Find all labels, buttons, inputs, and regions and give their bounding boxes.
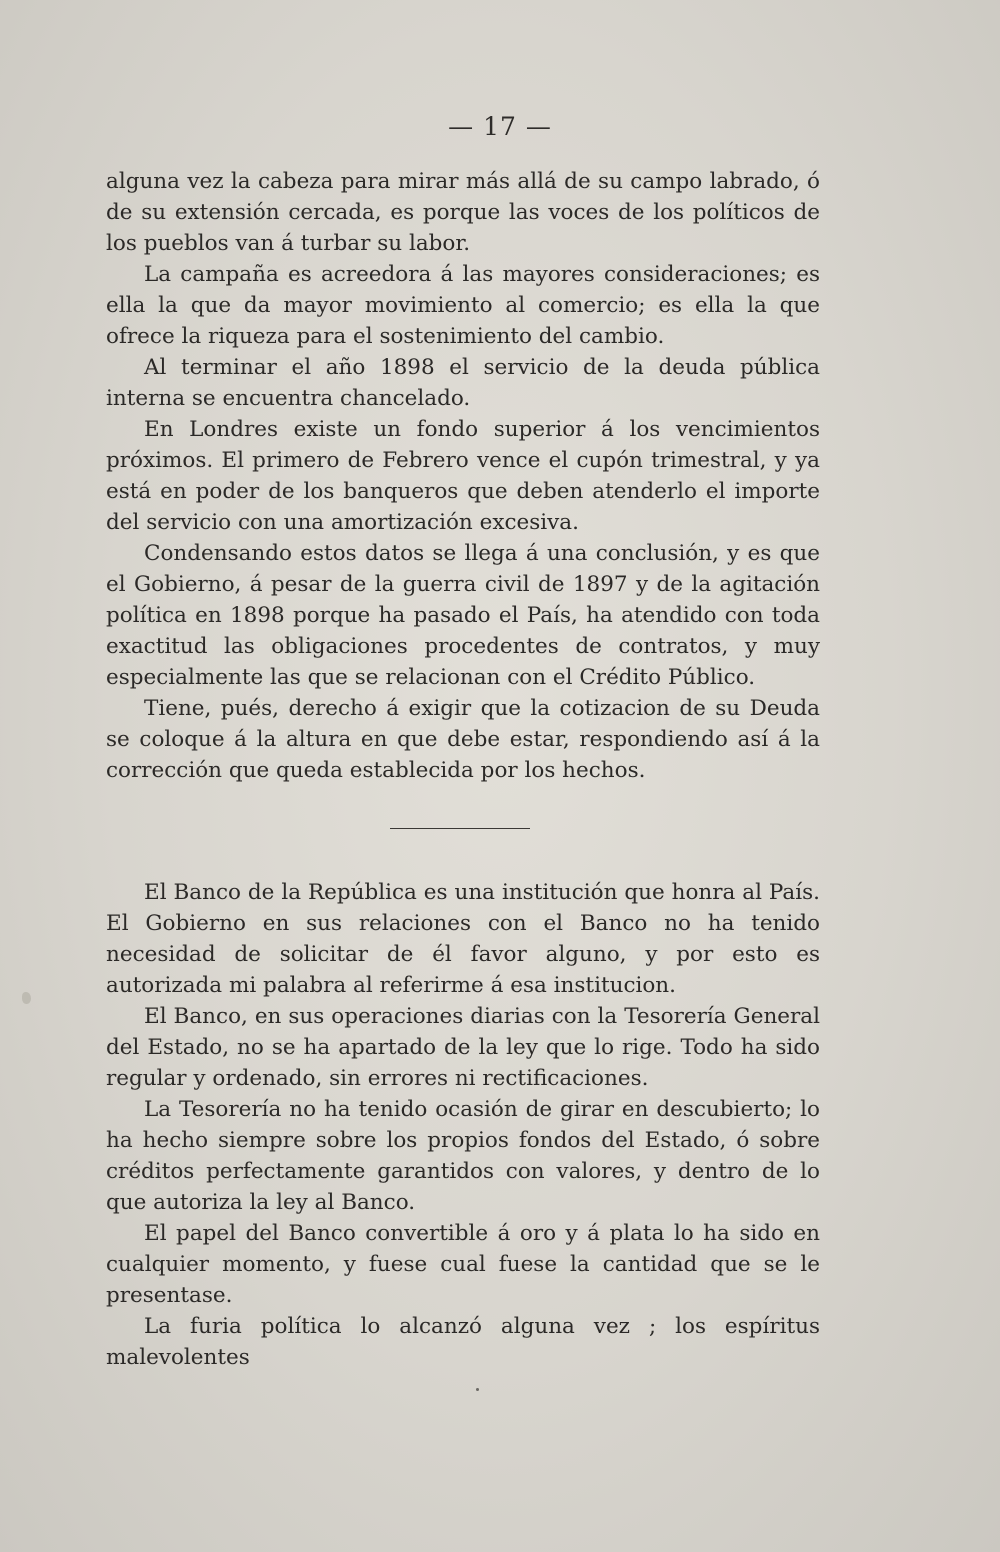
ink-dot (476, 1388, 479, 1391)
text-section-upper (106, 166, 820, 786)
page-number: — 17 — (448, 112, 552, 141)
paragraph-londres: En Londres existe un fondo superior á los vencimientos próximos. El primero de Febrero vence el cupón trimestral, y ya está en poder de los banqueros que deben atenderlo el importe del servicio con una amortización excesiva. (106, 417, 820, 535)
section-divider (390, 828, 530, 829)
paragraph-campana: La campaña es acreedora á las mayores consideraciones; es ella la que da mayor movimiento al comercio; es ella la que ofrece la riqueza para el sostenimiento del cambio. (106, 262, 820, 349)
paragraph-deuda-interna: Al terminar el año 1898 el servicio de la deuda pública interna se encuentra chancelado. (106, 355, 820, 411)
paragraph-tiene-derecho: Tiene, pués, derecho á exigir que la cotizacion de su Deuda se coloque á la altura en que debe estar, respondiendo así á la corrección que queda establecida por los hechos. (106, 696, 820, 783)
paragraph-continuation: alguna vez la cabeza para mirar más allá de su campo labrado, ó de su extensión cercada, es porque las voces de los políticos de los pueblos van á turbar su labor. (106, 169, 820, 256)
paragraph-furia-politica: La furia política lo alcanzó alguna vez ; los espíritus malevolentes (106, 1314, 820, 1370)
paragraph-papel-convertible: El papel del Banco convertible á oro y á plata lo ha sido en cualquier momento, y fuese cual fuese la cantidad que se le presentase. (106, 1221, 820, 1308)
paragraph-condensando: Condensando estos datos se llega á una conclusión, y es que el Gobierno, á pesar de la guerra civil de 1897 y de la agitación política en 1898 porque ha pasado el País, ha atendido con toda exactitud las obligaciones procedentes de contratos, y muy especialmente las que se relacionan con el Crédito Público. (106, 541, 820, 690)
paragraph-banco-operaciones: El Banco, en sus operaciones diarias con la Tesorería General del Estado, no se ha apartado de la ley que lo rige. Todo ha sido regular y ordenado, sin errores ni rectificaciones. (106, 1004, 820, 1091)
paper-stain (22, 992, 31, 1004)
paragraph-tesoreria: La Tesorería no ha tenido ocasión de girar en descubierto; lo ha hecho siempre sobre los propios fondos del Estado, ó sobre créditos perfectamente garantidos con valores, y dentro de lo que autoriza la ley al Banco. (106, 1097, 820, 1215)
paragraph-banco-republica: El Banco de la República es una institución que honra al País. El Gobierno en sus relaciones con el Banco no ha tenido necesidad de solicitar de él favor alguno, y por esto es autorizada mi palabra al referirme á esa institucion. (106, 880, 820, 998)
text-section-lower (106, 877, 820, 1373)
